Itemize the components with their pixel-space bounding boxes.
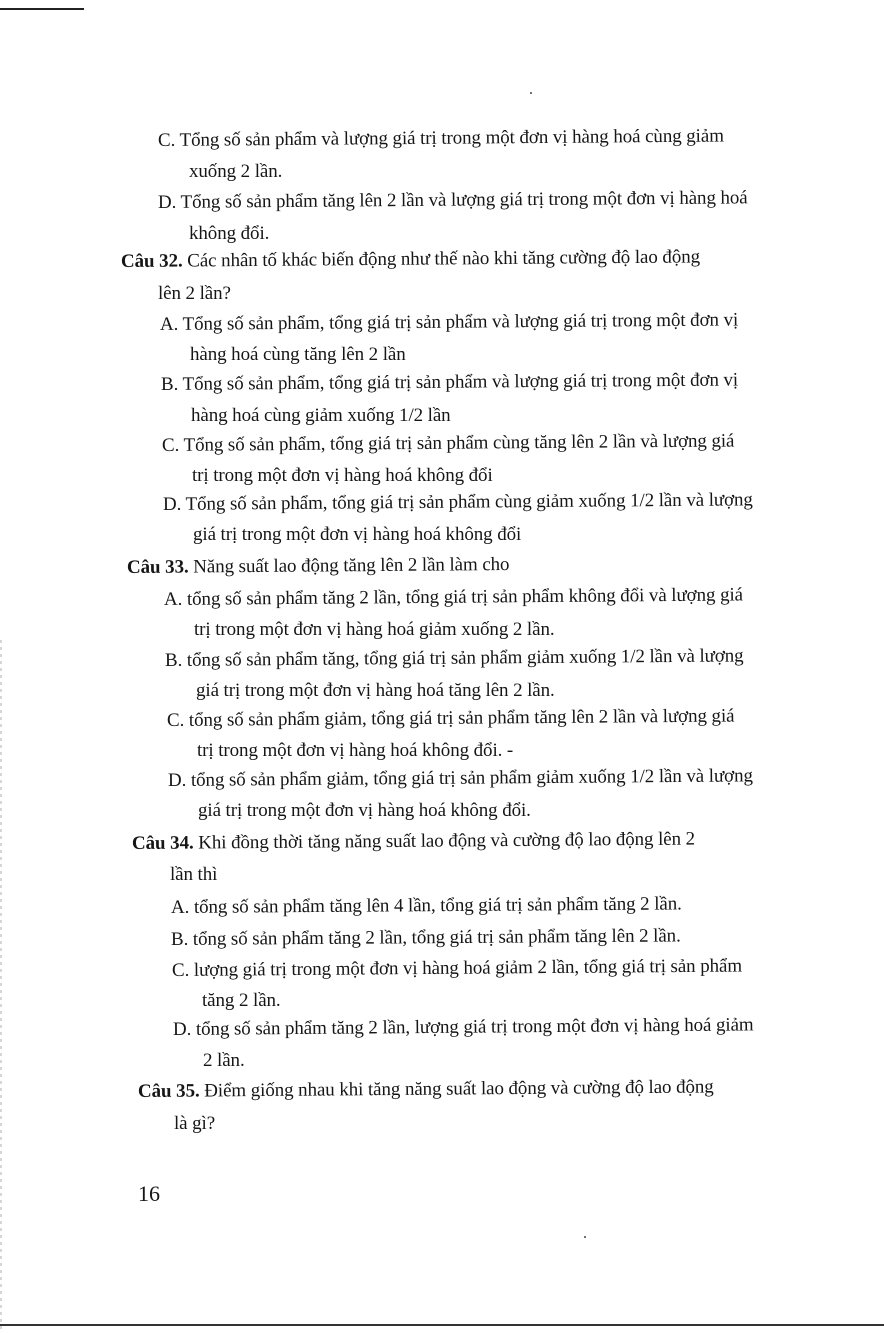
q33-option-d-line-1: D. tổng số sản phẩm giảm, tổng giá trị sản phẩm giảm xuống 1/2 lần và lượng bbox=[167, 765, 753, 791]
q32-option-d-line-2: giá trị trong một đơn vị hàng hoá không đổi bbox=[193, 524, 522, 545]
scan-speck bbox=[584, 1236, 586, 1238]
question-32-line-1 bbox=[121, 244, 700, 275]
q33-option-c-line-1: C. tổng số sản phẩm giảm, tổng giá trị sản phẩm tăng lên 2 lần và lượng giá bbox=[166, 705, 735, 731]
q33-option-a-line-1: A. tổng số sản phẩm tăng 2 lần, tổng giá trị sản phẩm không đổi và lượng giá bbox=[163, 584, 744, 610]
q32-option-a-line-2: hàng hoá cùng tăng lên 2 lần bbox=[190, 344, 406, 365]
q33-option-a-line-2: trị trong một đơn vị hàng hoá giảm xuống 2 lần. bbox=[194, 619, 555, 640]
q33-option-d-line-2: giá trị trong một đơn vị hàng hoá không đổi. bbox=[198, 800, 531, 821]
page-number: 16 bbox=[138, 1181, 160, 1206]
top-rule bbox=[0, 8, 84, 10]
question-34-text: Khi đồng thời tăng năng suất lao động và cường độ lao động lên 2 bbox=[193, 828, 696, 854]
question-33-line-1 bbox=[127, 552, 510, 581]
question-35-line-1 bbox=[138, 1074, 714, 1105]
bottom-rule bbox=[0, 1324, 884, 1326]
q34-option-a: A. tổng số sản phẩm tăng lên 4 lần, tổng giá trị sản phẩm tăng 2 lần. bbox=[170, 893, 682, 918]
option-c-prev-line-1: C. Tổng số sản phẩm và lượng giá trị trong một đơn vị hàng hoá cùng giảm bbox=[157, 125, 724, 151]
question-32-label: Câu 32. bbox=[120, 250, 183, 272]
question-34-label: Câu 34. bbox=[131, 832, 194, 854]
question-35-text: Điểm giống nhau khi tăng năng suất lao động và cường độ lao động bbox=[199, 1076, 714, 1102]
q34-option-b: B. tổng số sản phẩm tăng 2 lần, tổng giá trị sản phẩm tăng lên 2 lần. bbox=[170, 925, 681, 950]
q33-option-b-line-1: B. tổng số sản phẩm tăng, tổng giá trị sản phẩm giảm xuống 1/2 lần và lượng bbox=[164, 645, 744, 671]
question-35-label: Câu 35. bbox=[137, 1080, 200, 1102]
q34-option-c-line-2: tăng 2 lần. bbox=[202, 990, 281, 1011]
scan-speck bbox=[530, 92, 532, 94]
scan-edge bbox=[0, 640, 2, 1330]
question-34-line-2: lần thì bbox=[170, 864, 218, 885]
q32-option-a-line-1: A. Tổng số sản phẩm, tổng giá trị sản phẩm và lượng giá trị trong một đơn vị bbox=[159, 309, 739, 335]
q33-option-c-line-2: trị trong một đơn vị hàng hoá không đổi. - bbox=[197, 740, 514, 761]
q32-option-c-line-2: trị trong một đơn vị hàng hoá không đổi bbox=[192, 465, 493, 486]
question-33-text: Năng suất lao động tăng lên 2 lần làm cho bbox=[188, 553, 510, 578]
question-33-label: Câu 33. bbox=[126, 556, 189, 578]
question-35-line-2: là gì? bbox=[174, 1113, 216, 1134]
q32-option-c-line-1: C. Tổng số sản phẩm, tổng giá trị sản phẩm cùng tăng lên 2 lần và lượng giá bbox=[161, 430, 735, 456]
q32-option-d-line-1: D. Tổng số sản phẩm, tổng giá trị sản phẩm cùng giảm xuống 1/2 lần và lượng bbox=[162, 489, 753, 515]
q32-option-b-line-1: B. Tổng số sản phẩm, tổng giá trị sản phẩm và lượng giá trị trong một đơn vị bbox=[160, 369, 739, 395]
question-32-text: Các nhân tố khác biến động như thế nào khi tăng cường độ lao động bbox=[182, 246, 701, 272]
q33-option-b-line-2: giá trị trong một đơn vị hàng hoá tăng lên 2 lần. bbox=[196, 680, 555, 701]
option-d-prev-line-1: D. Tổng số sản phẩm tăng lên 2 lần và lượng giá trị trong một đơn vị hàng hoá bbox=[157, 187, 748, 213]
q34-option-c-line-1: C. lượng giá trị trong một đơn vị hàng hoá giảm 2 lần, tổng giá trị sản phẩm bbox=[171, 955, 743, 981]
q32-option-b-line-2: hàng hoá cùng giảm xuống 1/2 lần bbox=[191, 405, 451, 426]
q34-option-d-line-2: 2 lần. bbox=[203, 1050, 245, 1071]
q34-option-d-line-1: D. tổng số sản phẩm tăng 2 lần, lượng giá trị trong một đơn vị hàng hoá giảm bbox=[172, 1014, 754, 1040]
option-c-prev-line-2: xuống 2 lần. bbox=[189, 161, 283, 182]
option-d-prev-line-2: không đổi. bbox=[189, 223, 270, 244]
question-34-line-1 bbox=[132, 827, 695, 857]
question-32-line-2: lên 2 lần? bbox=[158, 283, 231, 304]
